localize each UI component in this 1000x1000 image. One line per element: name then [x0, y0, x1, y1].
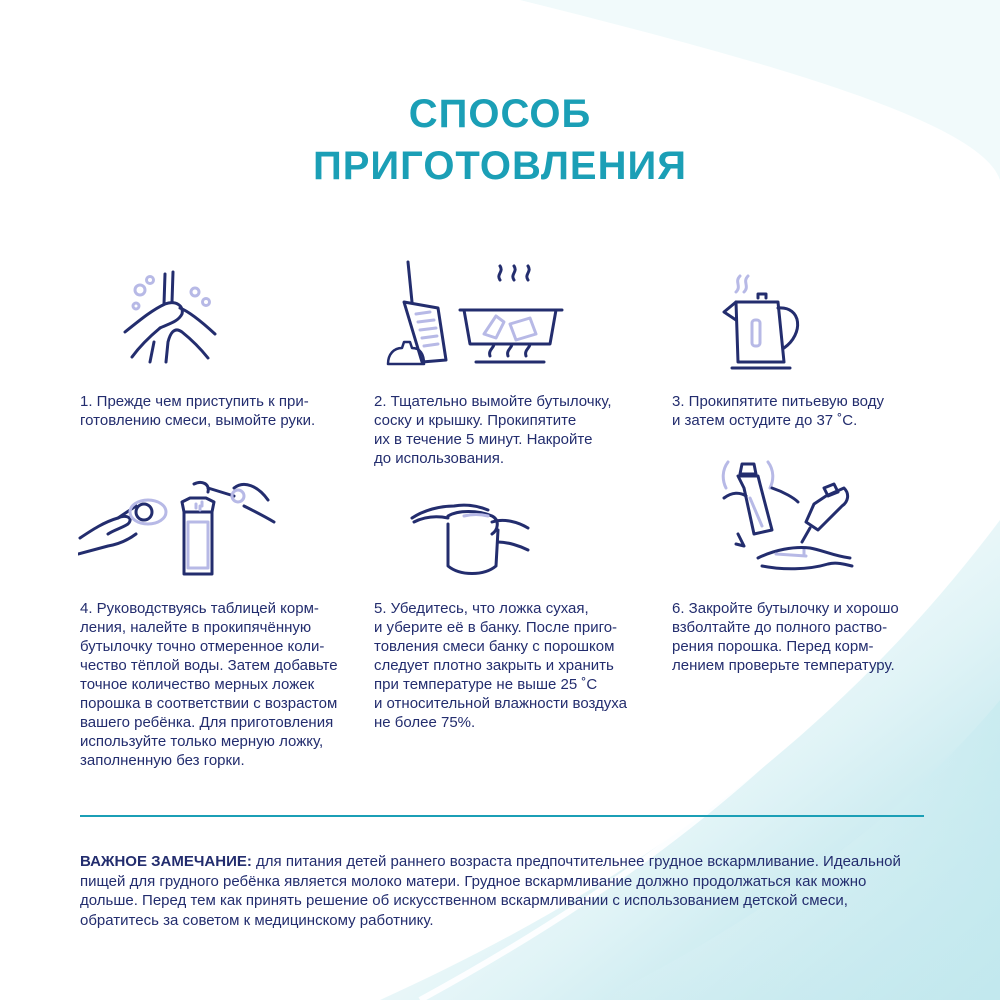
hand-washing-icon — [110, 262, 230, 372]
important-note-label: ВАЖНОЕ ЗАМЕЧАНИЕ: — [80, 853, 252, 870]
divider-line — [80, 815, 924, 817]
bottle-brush-sterilize-icon — [380, 258, 570, 368]
step-2-text: 2. Тщательно вымойте бутылочку, соску и крышку. Прокипятите их в течение 5 минут. Накройте до использования. — [374, 393, 612, 467]
step-3-text: 3. Прокипятите питьевую воду и затем остудите до 37 ˚С. — [672, 393, 884, 429]
step-4-text: 4. Руководствуясь таблицей корм- ления, налейте в прокипячённую бутылочку точно отмеренное коли- чество тёплой воды. Затем добавьте точное количество мерных ложек порошка в соответствии с возрастом вашего ребёнка. Для приготовления используйте только мерную ложку, заполненную без горки. — [80, 600, 338, 769]
title-line-1: СПОСОБ — [408, 92, 592, 136]
title-line-2: ПРИГОТОВЛЕНИЯ — [312, 144, 687, 188]
close-can-icon — [408, 494, 532, 580]
measure-powder-icon — [78, 478, 278, 578]
step-6-text: 6. Закройте бутылочку и хорошо взболтайте до полного раство- рения порошка. Перед корм- лением проверьте температуру. — [672, 600, 899, 674]
important-note — [80, 852, 910, 930]
step-1-text: 1. Прежде чем приступить к при- готовлению смеси, вымойте руки. — [80, 393, 316, 429]
important-note-text: для питания детей раннего возраста предпочтительнее грудное вскармливание. Идеальной пищей для грудного ребёнка является молоко матери. Грудное вскармливание должно продолжаться как можно дольше. Перед тем как принять решение об искусственном вскармливании с использованием детской смеси, обратитесь за советом к медицинскому работнику. — [80, 853, 901, 929]
step-5-text: 5. Убедитесь, что ложка сухая, и уберите её в банку. После приго- товления смеси банку с порошком следует плотно закрыть и хранить при температуре не выше 25 ˚С и относительной влажности воздуха не более 75%. — [374, 600, 627, 731]
shake-bottle-icon — [718, 458, 858, 584]
page-title — [0, 88, 1000, 192]
kettle-icon — [718, 272, 818, 372]
